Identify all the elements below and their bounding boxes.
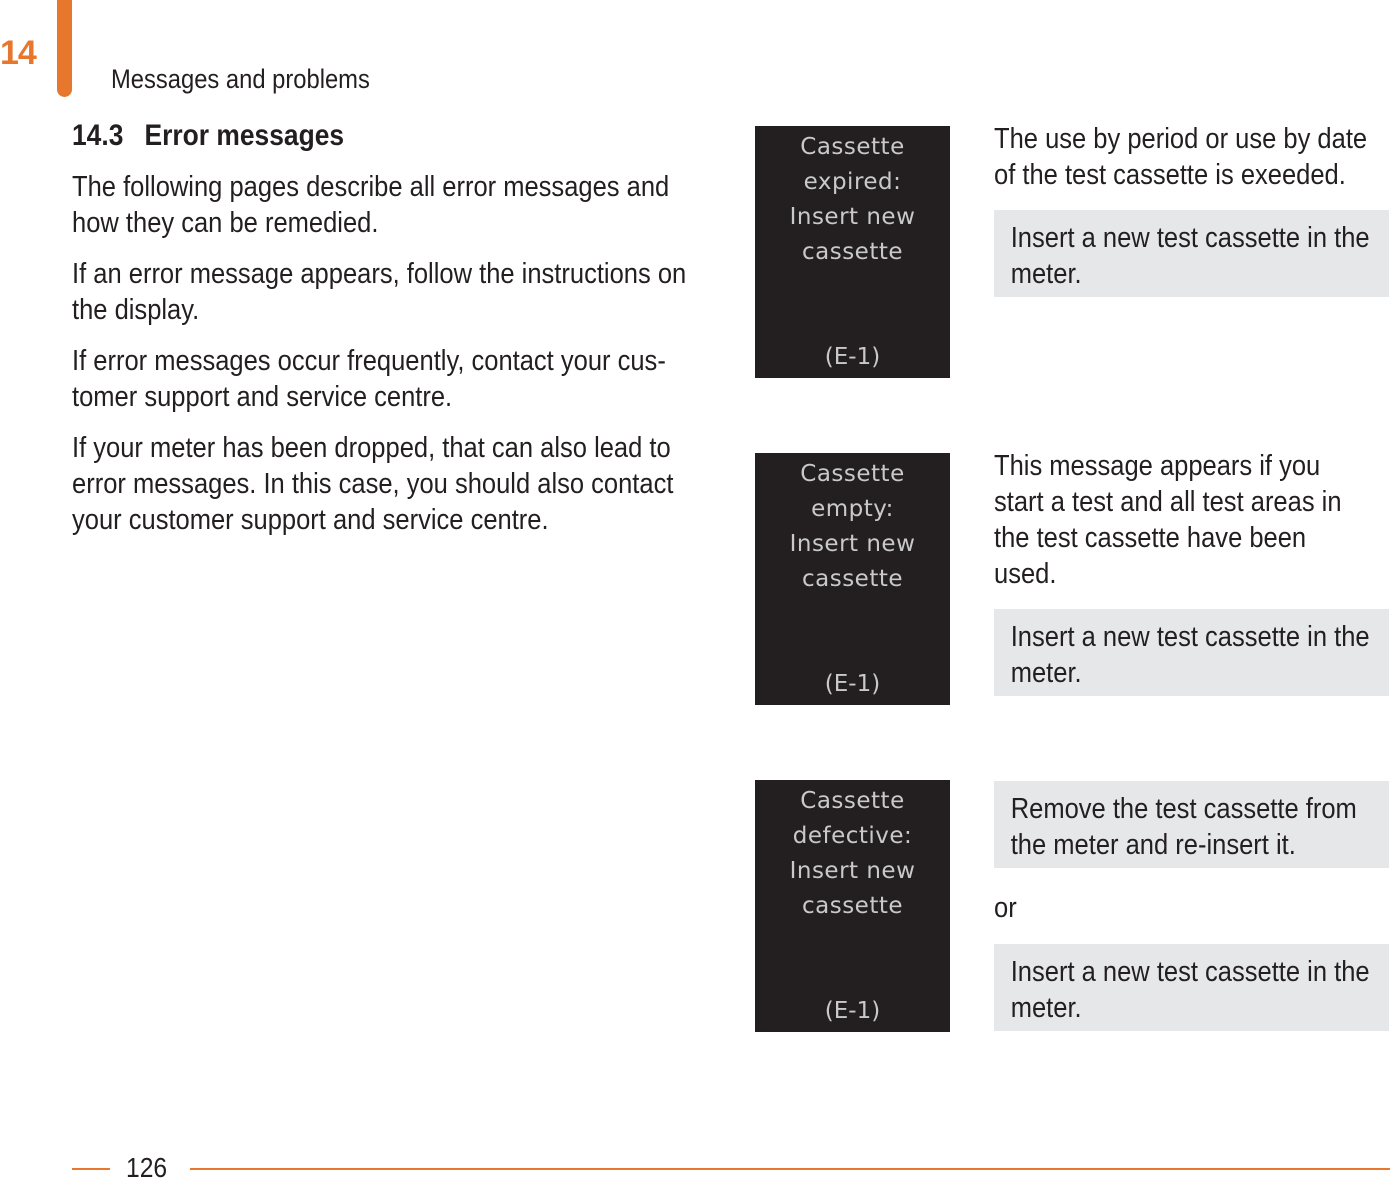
display-line: Insert new [789, 204, 916, 230]
meter-display-cassette-defective [755, 780, 950, 1032]
chapter-number: 14 [0, 34, 36, 72]
footer-rule-left [72, 1168, 110, 1170]
intro-paragraph: If your meter has been dropped, that can also lead to error messages. In this case, you should also contact your customer support and service centre. [72, 432, 674, 536]
action-box [994, 210, 1389, 297]
section-heading [72, 119, 344, 153]
meter-display-cassette-expired [755, 126, 950, 378]
action-box [994, 944, 1389, 1031]
intro-paragraph: If an error message appears, follow the instructions on the display. [72, 258, 687, 326]
display-line: cassette [801, 239, 904, 265]
section-title: Error messages [144, 119, 345, 152]
intro-paragraph: If error messages occur frequently, contact your cus-tomer support and service centre. [72, 345, 666, 413]
display-line: empty: [811, 496, 894, 522]
or-separator: or [994, 892, 1017, 924]
display-line: expired: [803, 169, 902, 195]
error-code: (E-1) [824, 344, 881, 370]
error-description: The use by period or use by date of the test cassette is exeeded. [994, 123, 1368, 191]
page-number: 126 [126, 1152, 168, 1183]
meter-display-cassette-empty [755, 453, 950, 705]
display-line: cassette [801, 566, 904, 592]
action-box [994, 609, 1389, 696]
error-code: (E-1) [824, 998, 881, 1024]
chapter-title: Messages and problems [111, 64, 370, 94]
chapter-tab-bar [57, 0, 72, 97]
action-text: Remove the test cassette from the meter and re-insert it. [1010, 793, 1357, 861]
action-text: Insert a new test cassette in the meter. [1010, 621, 1370, 689]
display-line: Cassette [800, 788, 905, 814]
display-line: cassette [801, 893, 904, 919]
display-line: Cassette [800, 134, 905, 160]
error-code: (E-1) [824, 671, 881, 697]
action-text: Insert a new test cassette in the meter. [1010, 222, 1370, 290]
footer-rule-right [190, 1168, 1390, 1170]
error-description: This message appears if you start a test and all test areas in the test cassette have been used. [994, 450, 1342, 590]
intro-paragraph: The following pages describe all error messages and how they can be remedied. [72, 171, 670, 239]
action-text: Insert a new test cassette in the meter. [1010, 956, 1370, 1024]
action-box [994, 781, 1389, 868]
display-line: defective: [792, 823, 913, 849]
display-line: Cassette [800, 461, 905, 487]
section-number: 14.3 [72, 119, 124, 152]
display-line: Insert new [789, 858, 916, 884]
display-line: Insert new [789, 531, 916, 557]
